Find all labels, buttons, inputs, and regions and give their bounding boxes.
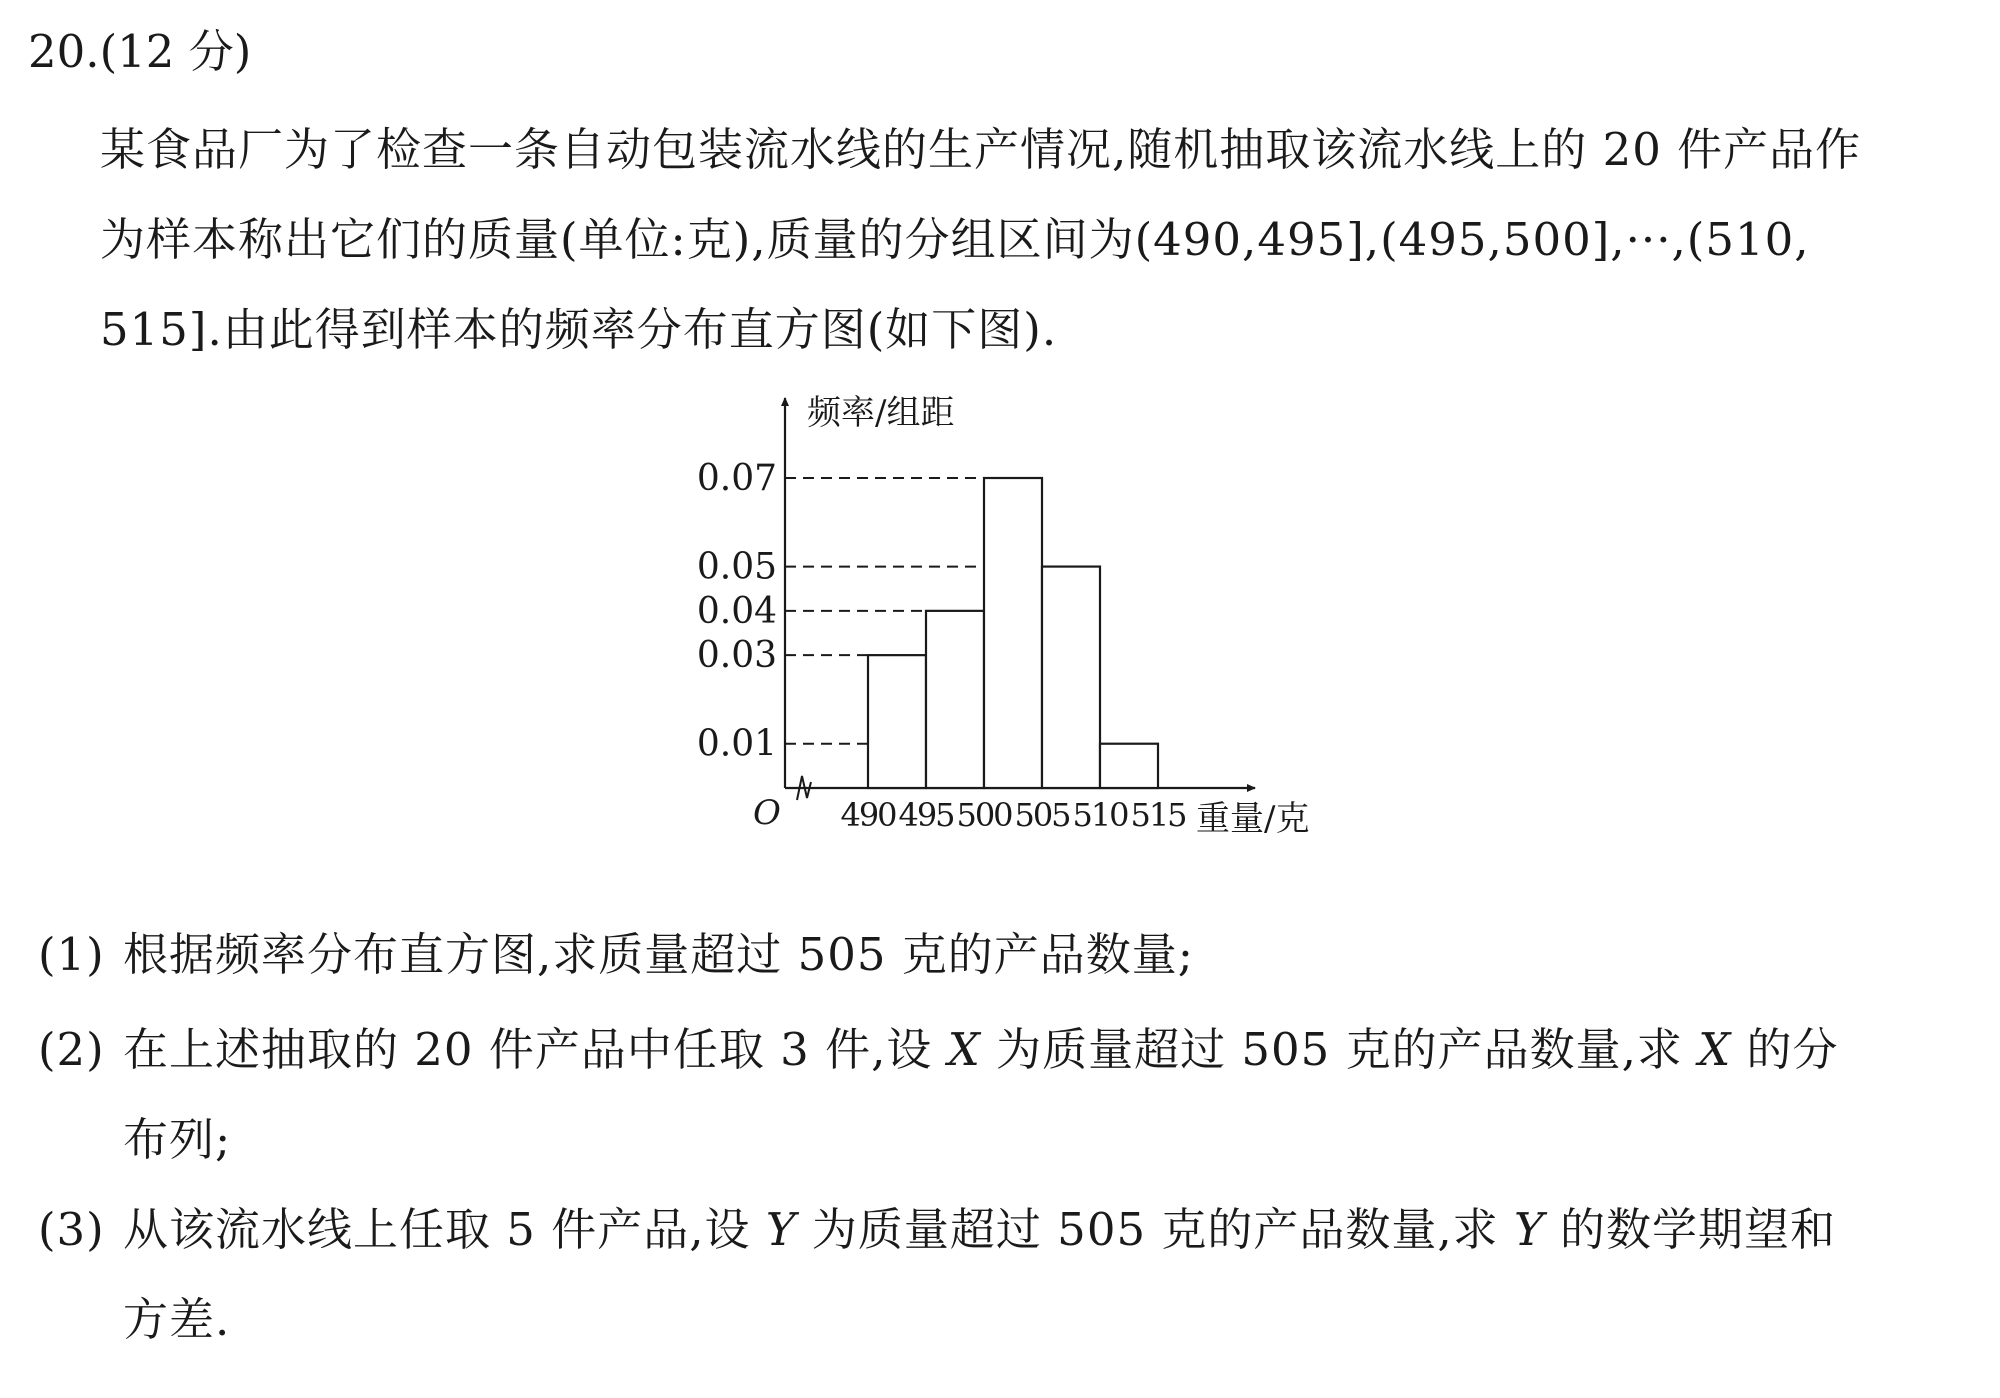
subquestion-3-number: (3) <box>38 1203 105 1256</box>
x-axis-label: 重量/克 <box>1196 799 1310 839</box>
question-number: 20. <box>28 25 100 78</box>
histogram-svg <box>680 380 1360 850</box>
x-tick-label: 495 <box>898 796 954 834</box>
axis-break-mark <box>797 776 811 800</box>
subquestion-2-text <box>123 1005 1839 1095</box>
subquestion-3-continuation: 方差. <box>123 1293 231 1346</box>
x-tick-label: 505 <box>1014 796 1070 834</box>
y-tick-label: 0.03 <box>696 635 777 677</box>
subquestion-2-text-b: 为质量超过 505 克的产品数量,求 <box>980 1023 1699 1076</box>
subquestion-1 <box>38 910 1968 1000</box>
y-tick-label: 0.07 <box>696 458 777 499</box>
subquestion-1-text: 根据频率分布直方图,求质量超过 505 克的产品数量; <box>123 928 1194 981</box>
x-tick-label: 500 <box>956 796 1012 834</box>
histogram-bar <box>984 478 1042 788</box>
variable-y: Y <box>1514 1203 1545 1256</box>
x-tick-label: 490 <box>840 796 896 834</box>
subquestion-1-number: (1) <box>38 928 105 981</box>
frequency-histogram <box>680 380 1360 850</box>
subquestion-2 <box>38 1005 1968 1185</box>
variable-x: X <box>947 1023 981 1076</box>
subquestion-3-text-a: 从该流水线上任取 5 件产品,设 <box>123 1203 766 1256</box>
histogram-bar <box>1042 567 1100 788</box>
question-intro <box>100 105 1960 375</box>
question-header <box>28 22 251 82</box>
histogram-bar <box>1100 744 1158 788</box>
histogram-bar <box>926 611 984 788</box>
x-tick-label: 510 <box>1072 796 1128 834</box>
question-points: (12 分) <box>99 25 252 78</box>
subquestion-3-text-b: 为质量超过 505 克的产品数量,求 <box>796 1203 1514 1256</box>
variable-x: X <box>1698 1023 1732 1076</box>
subquestion-2-text-a: 在上述抽取的 20 件产品中任取 3 件,设 <box>123 1023 948 1076</box>
x-tick-label: 515 <box>1130 796 1186 834</box>
subquestion-2-continuation: 布列; <box>123 1113 232 1166</box>
y-tick-label: 0.05 <box>696 546 777 588</box>
subquestion-3-text <box>123 1185 1836 1275</box>
y-axis-label: 频率/组距 <box>807 393 955 433</box>
subquestion-2-text-c: 的分 <box>1731 1023 1839 1076</box>
intro-line-2: 为样本称出它们的质量(单位:克),质量的分组区间为(490,495],(495,500],···,(510, <box>100 213 1810 266</box>
subquestion-3 <box>38 1185 1968 1365</box>
origin-label: O <box>753 793 781 833</box>
y-tick-label: 0.01 <box>696 723 777 765</box>
subquestion-2-number: (2) <box>38 1023 105 1076</box>
intro-line-3: 515].由此得到样本的频率分布直方图(如下图). <box>100 303 1058 356</box>
variable-y: Y <box>765 1203 797 1256</box>
intro-line-1: 某食品厂为了检查一条自动包装流水线的生产情况,随机抽取该流水线上的 20 件产品作 <box>100 123 1862 176</box>
histogram-bar <box>868 655 926 788</box>
y-tick-label: 0.04 <box>696 590 777 632</box>
subquestion-3-text-c: 的数学期望和 <box>1544 1203 1837 1256</box>
